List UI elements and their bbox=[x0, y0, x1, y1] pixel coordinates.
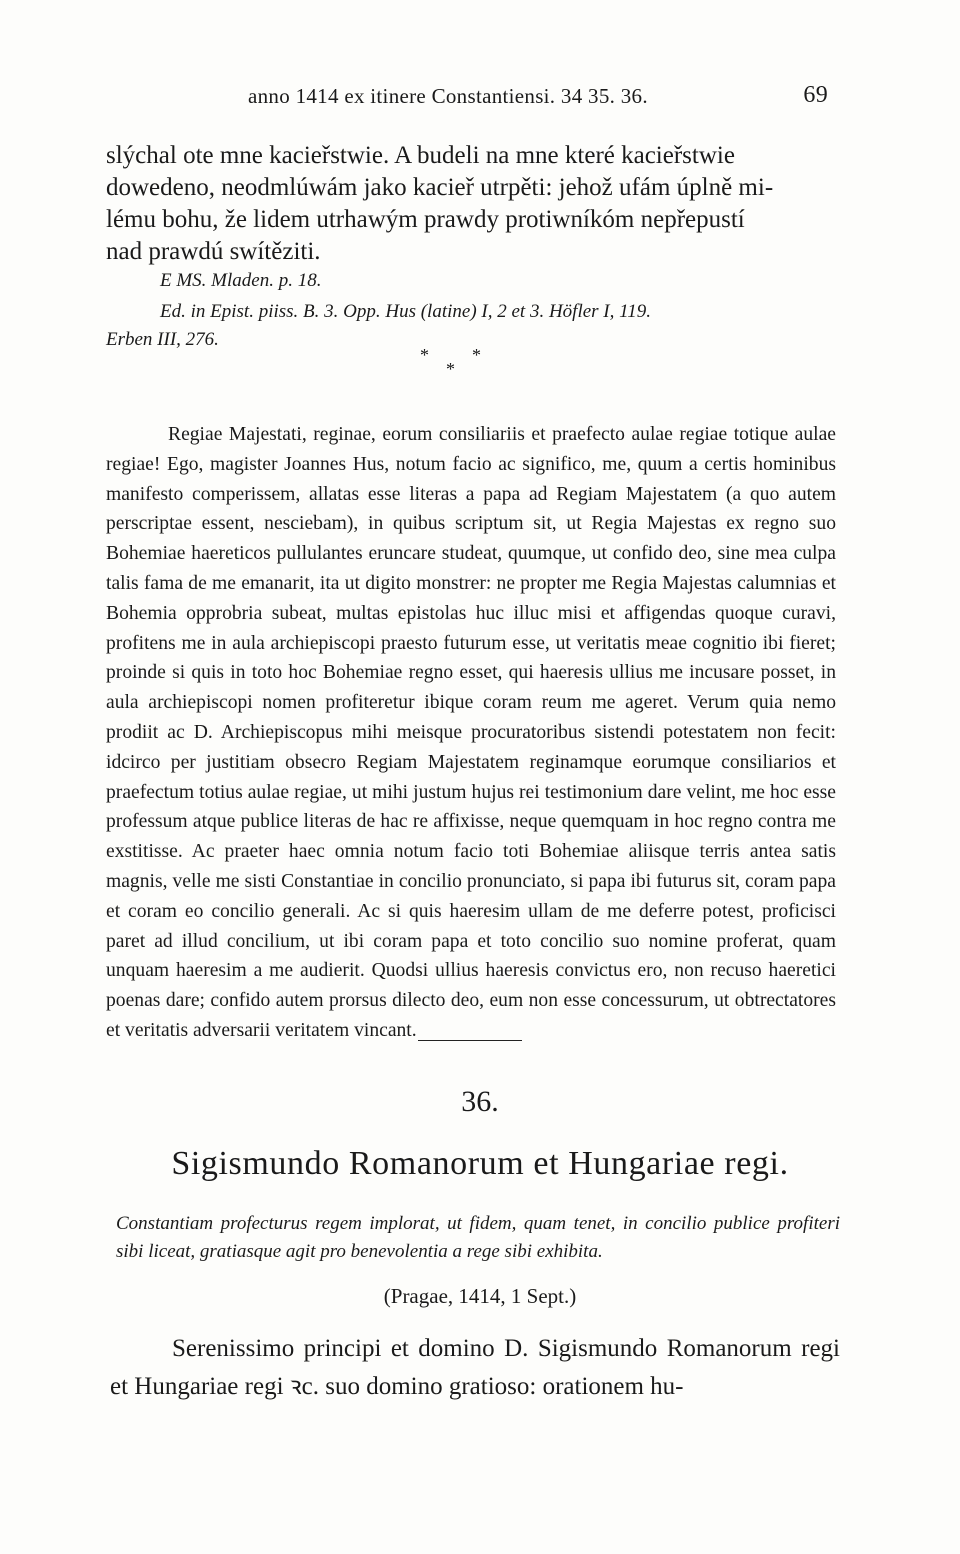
czech-line-1: slýchal ote mne kacieřstwie. A budeli na mne které kacieřstwie bbox=[106, 142, 735, 169]
letter-address-text: Serenissimo principi et domino D. Sigismundo Romanorum regi et Hungariae regi ꝛc. suo domino gratioso: orationem hu- bbox=[110, 1335, 840, 1400]
czech-line-2: dowedeno, neodmlúwám jako kacieř utrpěti: jehož ufám úplně mi- bbox=[106, 174, 774, 201]
document-dateline: (Pragae, 1414, 1 Sept.) bbox=[383, 1284, 577, 1308]
asterisk-right: * bbox=[472, 345, 481, 365]
asterisk-left: * bbox=[420, 345, 429, 365]
czech-line-4: nad prawdú swítěziti. bbox=[106, 238, 321, 265]
document-number: 36. bbox=[461, 1085, 499, 1118]
asterisk-center: * bbox=[446, 359, 455, 379]
running-head bbox=[248, 84, 828, 109]
document-summary-text: Constantiam profecturus regem implorat, ut fidem, quam tenet, in concilio publice profiteri sibi liceat, gratiasque agit pro benevolentia a rege sibi exhibita. bbox=[116, 1213, 840, 1262]
latin-letter-text: Regiae Majestati, reginae, eorum consiliariis et praefecto aulae regiae totique aulae regiae! Ego, magister Joannes Hus, notum facio ac significo, me, quum a certis hominibus manifesto comperissem, allatas esse literas a papa ad Regiam Majestatem (a quo autem perscriptae essent, nesciebam), in quibus scriptum sit, ut Regia Majestas ex regno suo Bohemiae haereticos pullulantes eruncare studeat, quumque, ut confido deo, sine mea culpa talis fama de me emanarit, ita ut digito monstrer: ne propter me Regia Majestas calumnias et Bohemia opprobria subeat, multas epistolas huc illuc misi et affigendas quoque curavi, profitens me in aula archiepiscopi praesto futurum esse, ut veritatis meae cognitio ibi fieret; proinde si quis in toto hoc Bohemiae regno esset, qui haeresis ullius me incusare posset, in aula archiepiscopi nomen profiteretur ibique coram reum me ageret. Verum quia nemo prodiit ac D. Archiepiscopus mihi meisque procuratoribus sistendi potestatem non fecit: idcirco per justitiam obsecro Regiam Majestatem reginamque eorumque consiliarios et praefectum totius aulae regiae, ut mihi justum hujus rei testimonium dare velint, me hoc esse professum atque publice literas de hac re affixisse, neque quemquam in hoc regno contra me exstitisse. Ac praeter haec omnia notum facio toti Bohemiae aliisque terris antea satis magnis, velle me sisti Constantiae in concilio pronunciato, si papa ibi futurus sit, coram papa et coram eo concilio generali. Ac si quis haeresim ullam de me deferre potest, proficisci paret ad illud concilium, ut ibi coram papa et toto concilio suo nomine proferat, quam unquam haeresim a me audierit. Quodsi ullius haeresis convictus ero, non recuso haeretici poenas dare; confido autem prorsus dilecto deo, eum non esse concessurum, ut obtrectatores et veritatis adversarii veritatem vincant. bbox=[106, 424, 836, 1041]
section-asterisks bbox=[400, 345, 520, 385]
running-head-text: anno 1414 ex itinere Constantiensi. 34 35. 36. bbox=[248, 84, 648, 108]
source-note-erben: Erben III, 276. bbox=[106, 329, 219, 350]
section-divider bbox=[418, 1040, 522, 1041]
letter-address bbox=[110, 1330, 840, 1406]
latin-letter bbox=[106, 420, 836, 1046]
source-note-manuscript: E MS. Mladen. p. 18. bbox=[160, 270, 322, 291]
czech-letter-ending bbox=[106, 140, 836, 268]
czech-line-3: lému bohu, že lidem utrhawým prawdy protiwníkóm nepřepustí bbox=[106, 206, 745, 233]
document-title: Sigismundo Romanorum et Hungariae regi. bbox=[171, 1145, 789, 1182]
source-note-editions: Ed. in Epist. piiss. B. 3. Opp. Hus (latine) I, 2 et 3. Höfler I, 119. bbox=[160, 301, 651, 322]
document-summary bbox=[116, 1210, 840, 1266]
page-number: 69 bbox=[803, 82, 828, 108]
